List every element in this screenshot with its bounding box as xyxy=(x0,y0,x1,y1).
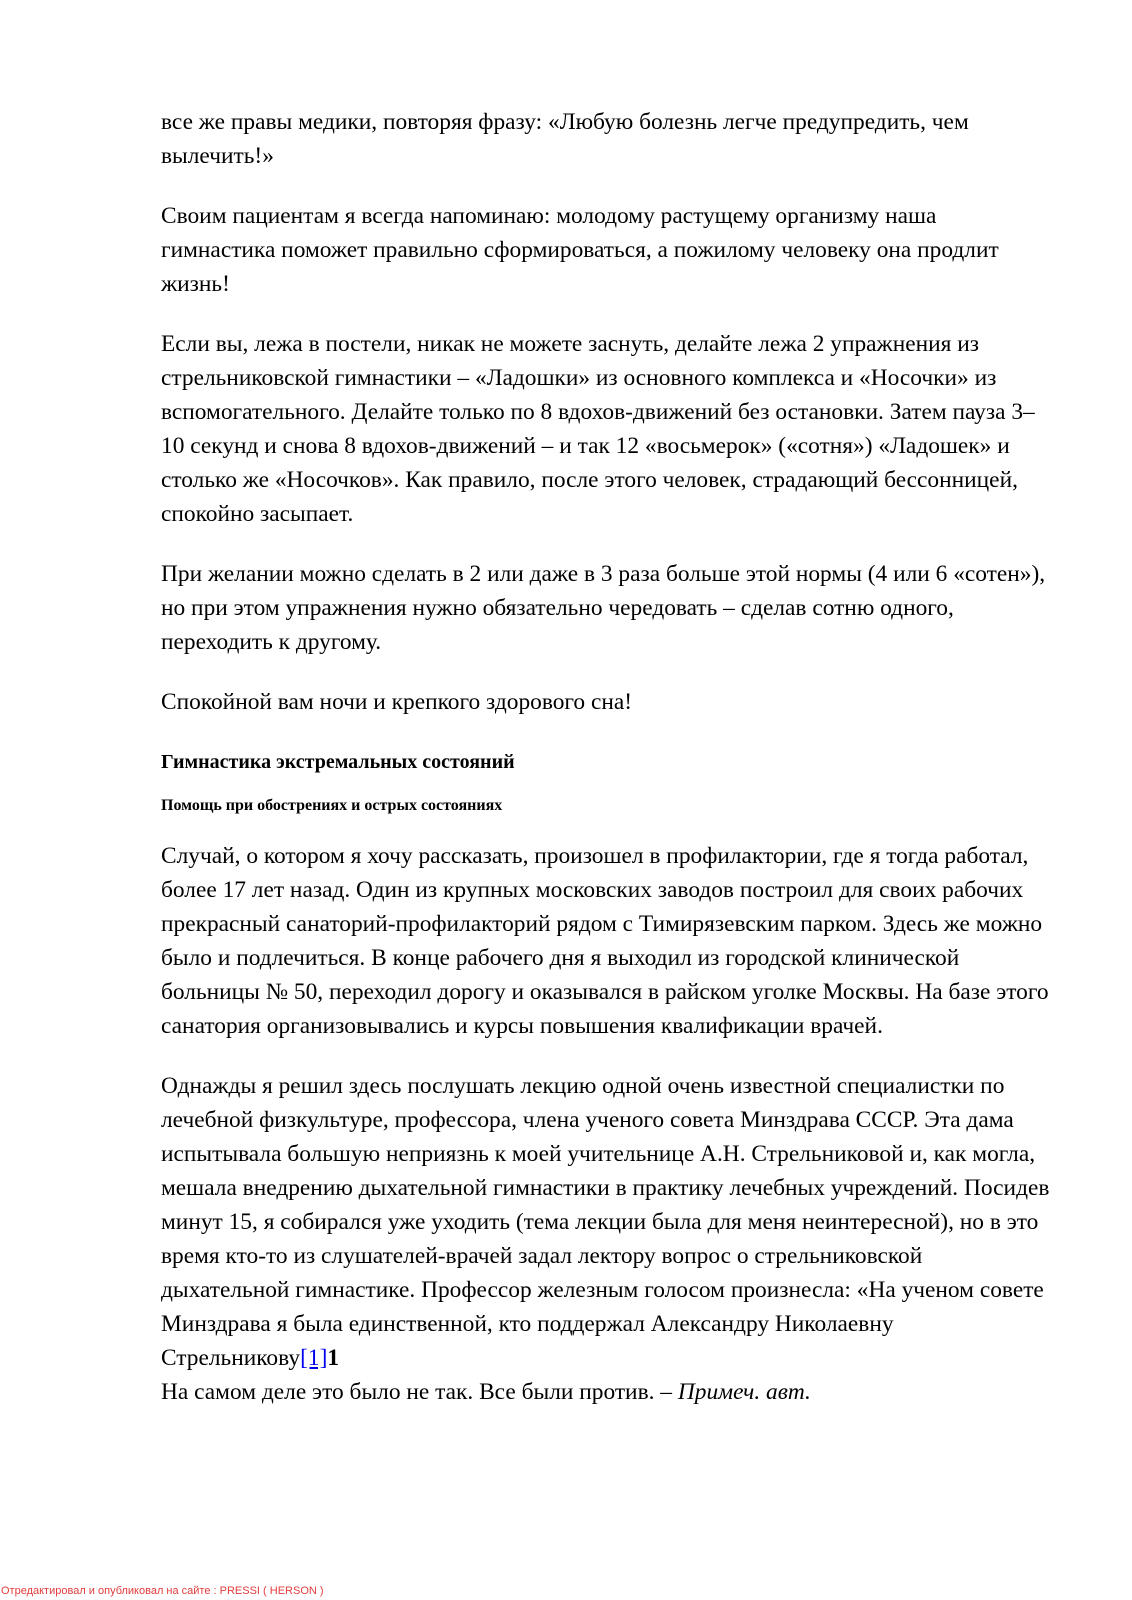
paragraph-patients: Своим пациентам я всегда напоминаю: молодому растущему организму наша гимнастика поможет правильно сформироваться, а пожилому человеку она продлит жизнь! xyxy=(161,203,999,297)
paragraph-lecture xyxy=(161,1069,1051,1375)
paragraph-insomnia: Если вы, лежа в постели, никак не можете заснуть, делайте лежа 2 упражнения из стрельниковской гимнастики – «Ладошки» из основного комплекса и «Носочки» из вспомогательного. Делайте только по 8 вдохов-движений без остановки. Затем пауза 3–10 секунд и снова 8 вдохов-движений – и так 12 «восьмерок» («сотня») «Ладошек» и столько же «Носочков». Как правило, после этого человек, страдающий бессонницей, спокойно засыпает. xyxy=(161,331,1035,527)
paragraph-lecture-text: Однажды я решил здесь послушать лекцию одной очень известной специалистки по лечебной физкультуре, профессора, члена ученого совета Минздрава СССР. Эта дама испытывала большую неприязнь к моей учительнице А.Н. Стрельниковой и, как могла, мешала внедрению дыхательной гимнастики в практику лечебных учреждений. Посидев минут 15, я собирался уже уходить (тема лекции была для меня неинтересной), но в это время кто-то из слушателей-врачей задал лектору вопрос о стрельниковской дыхательной гимнастике. Профессор железным голосом произнесла: «На ученом совете Минздрава я была единственной, кто поддержал Александру Николаевну Стрельникову xyxy=(161,1073,1050,1371)
footnote-link[interactable]: [1] xyxy=(300,1345,328,1371)
footnote-note-italic: Примеч. авт. xyxy=(677,1379,811,1405)
paragraph-good-night: Спокойной вам ночи и крепкого здорового сна! xyxy=(161,689,633,715)
paragraph-norm: При желании можно сделать в 2 или даже в 3 раза больше этой нормы (4 или 6 «сотен»), но при этом упражнения нужно обязательно чередовать – сделав сотню одного, переходить к другому. xyxy=(161,561,1046,655)
footnote-number: 1 xyxy=(327,1345,340,1371)
footnote-note-text: На самом деле это было не так. Все были против. – xyxy=(161,1379,673,1405)
section-title: Гимнастика экстремальных состояний xyxy=(161,751,515,773)
subsection-title: Помощь при обострениях и острых состояниях xyxy=(161,797,503,814)
publisher-watermark: Отредактировал и опубликовал на сайте : PRESSI ( HERSON ) xyxy=(1,1585,324,1597)
document-page xyxy=(161,105,1051,1409)
paragraph-case: Случай, о котором я хочу рассказать, произошел в профилактории, где я тогда работал, более 17 лет назад. Один из крупных московских заводов построил для своих рабочих прекрасный санаторий-профилакторий рядом с Тимирязевским парком. Здесь же можно было и подлечиться. В конце рабочего дня я выходил из городской клинической больницы № 50, переходил дорогу и оказывался в райском уголке Москвы. На базе этого санатория организовывались и курсы повышения квалификации врачей. xyxy=(161,843,1049,1039)
paragraph-prevention: все же правы медики, повторяя фразу: «Любую болезнь легче предупредить, чем вылечить!» xyxy=(161,109,969,169)
footnote-note xyxy=(161,1375,1051,1409)
